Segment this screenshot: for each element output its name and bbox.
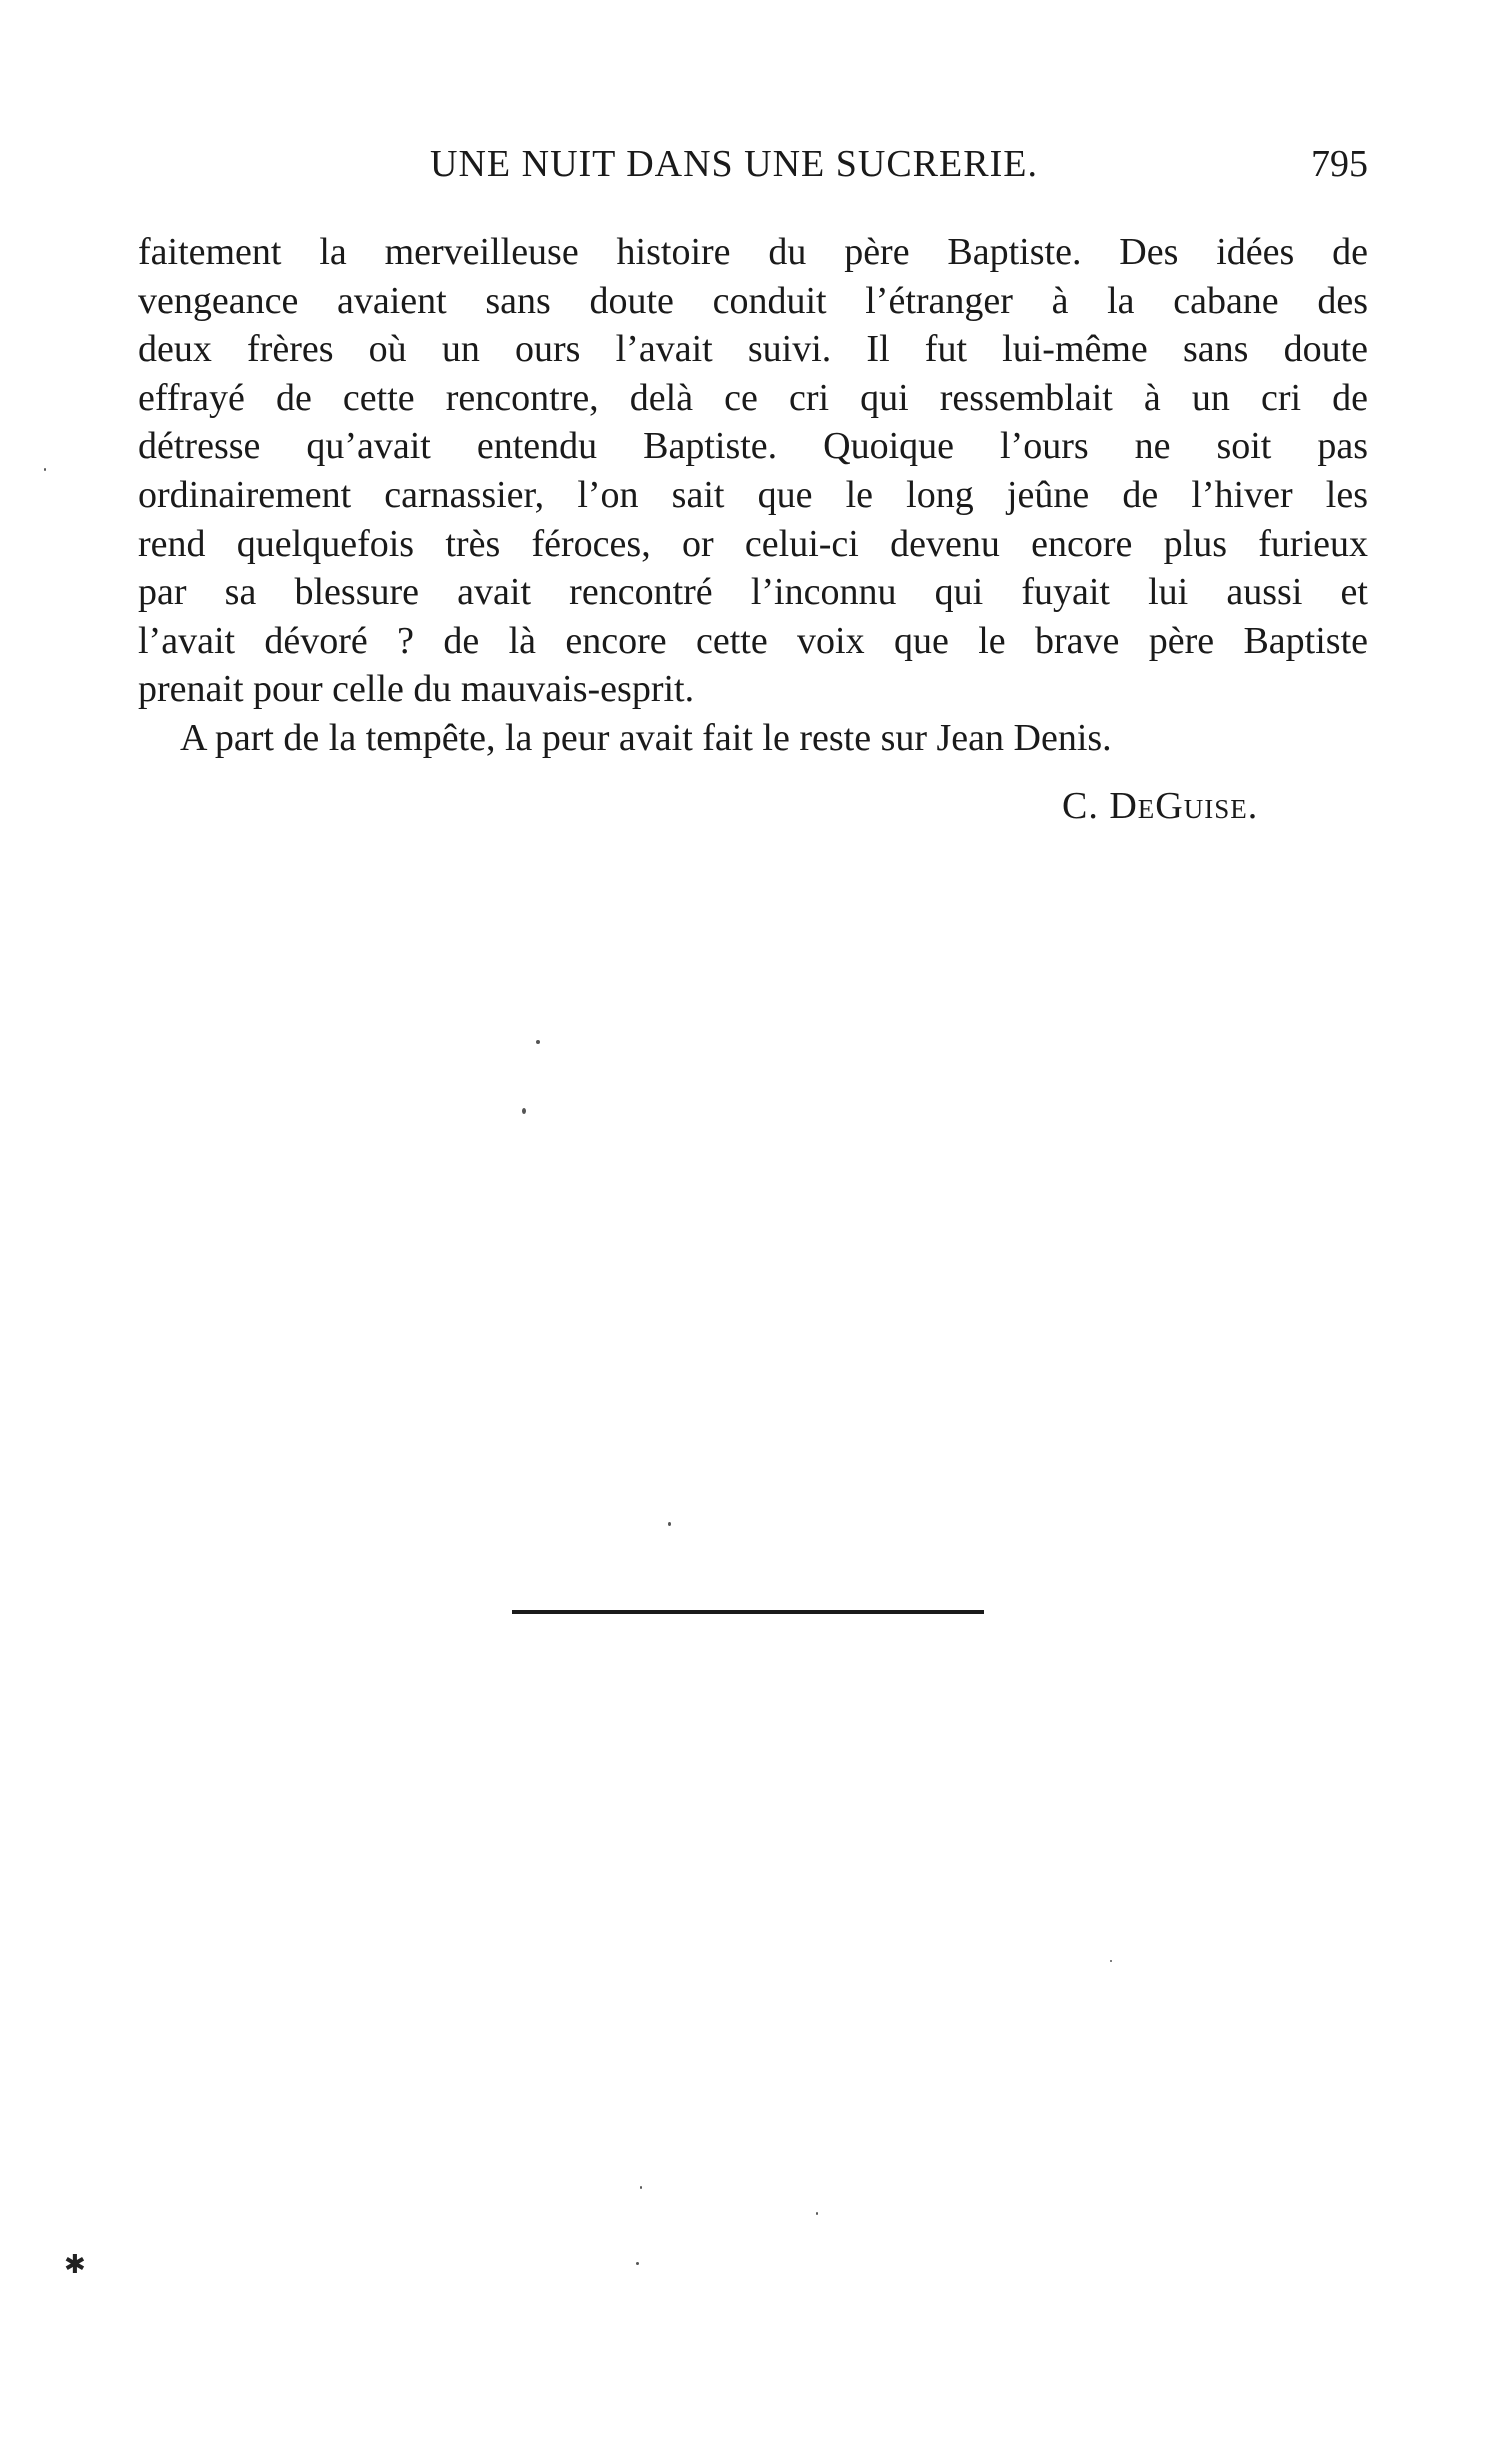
text-line: vengeance avaient sans doute conduit l’étranger à la cabane des (138, 279, 1368, 322)
closing-line: A part de la tempête, la peur avait fait le reste sur Jean Denis. (180, 716, 1112, 759)
body-text (138, 228, 1368, 763)
text-line: deux frères où un ours l’avait suivi. Il fut lui-même sans doute (138, 328, 1368, 371)
scan-speck (640, 2186, 642, 2189)
running-title: UNE NUIT DANS UNE SUCRERIE. (430, 143, 1038, 185)
text-line: par sa blessure avait rencontré l’inconnu qui fuyait lui aussi et (138, 571, 1368, 614)
scan-speck (1110, 1960, 1112, 1962)
scan-speck (536, 1040, 540, 1044)
scan-speck (522, 1108, 526, 1114)
author-signature (1062, 784, 1258, 828)
section-divider (512, 1610, 984, 1614)
page-number: 795 (1311, 143, 1368, 185)
page-header (140, 142, 1368, 194)
text-line: détresse qu’avait entendu Baptiste. Quoique l’ours ne soit pas (138, 425, 1368, 468)
text-line: prenait pour celle du mauvais-esprit. (138, 668, 695, 711)
ornament-icon: ✱ (64, 2250, 86, 2279)
scan-speck (816, 2212, 818, 2215)
text-line: ordinairement carnassier, l’on sait que le long jeûne de l’hiver les (138, 473, 1368, 516)
text-line: faitement la merveilleuse histoire du père Baptiste. Des idées de (138, 231, 1368, 273)
scan-speck (636, 2262, 639, 2265)
scan-speck (44, 468, 46, 471)
text-line: rend quelquefois très féroces, or celui-ci devenu encore plus furieux (138, 522, 1368, 565)
text-line: effrayé de cette rencontre, delà ce cri qui ressemblait à un cri de (138, 376, 1368, 419)
author-name: DeGuise. (1109, 785, 1259, 827)
text-line: l’avait dévoré ? de là encore cette voix que le brave père Baptiste (138, 619, 1368, 662)
scan-speck (668, 1522, 671, 1526)
author-initial: C. (1062, 785, 1099, 827)
